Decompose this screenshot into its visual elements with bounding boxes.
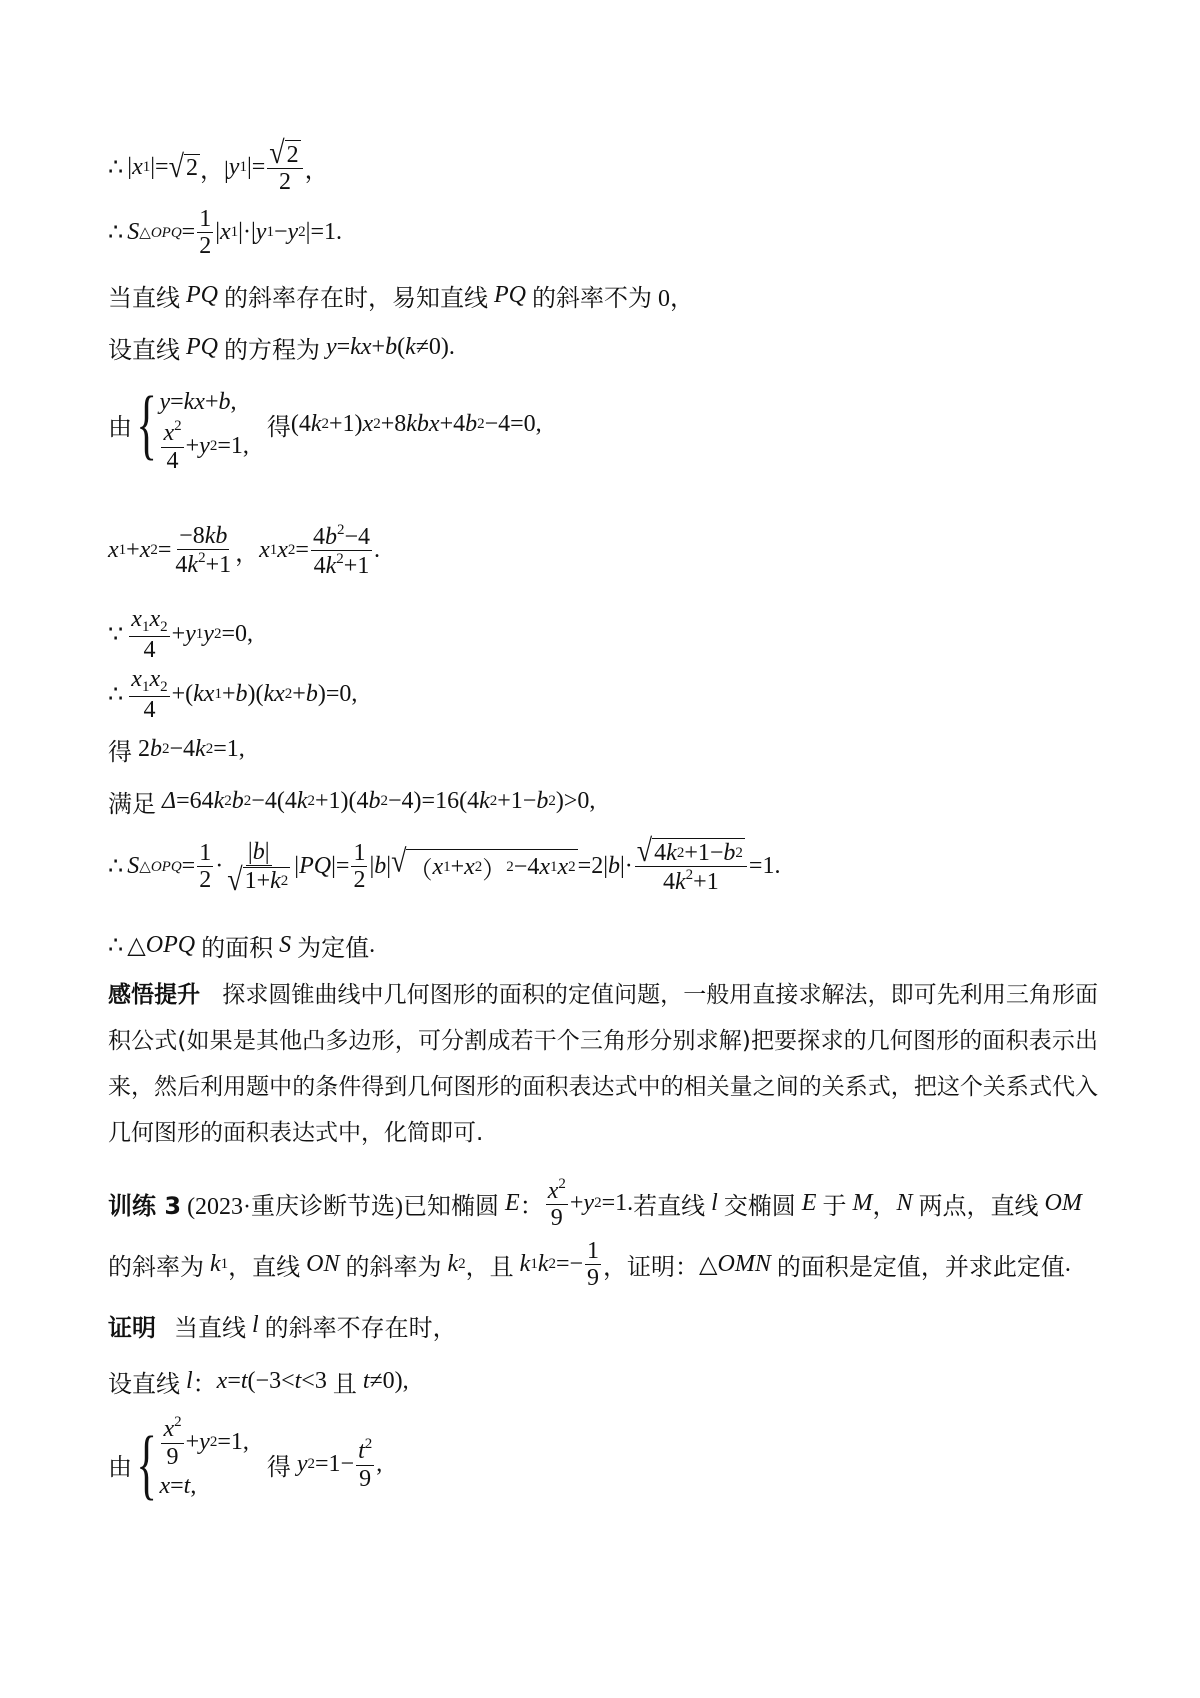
line-relation: 得 2 b 2 −4 k 2 =1, (108, 736, 245, 766)
line-line-equation: 设直线 PQ 的方程为 y = kx + b ( k ≠0). (108, 334, 455, 364)
proof-system: 由 { $\frac{x^2}{9}$ + y 2 =1, x = t , 得 y 2 =1− $\frac{t^2}{9}$ , (108, 1414, 383, 1507)
line-abs-values: ∴ | x 1 |= √ 2 ，| y 1 |= √ 2 2 ， (108, 136, 329, 196)
proof-label: 证明 (108, 1314, 156, 1342)
line-area-slope: ∴ S △OPQ = $\frac{1}{2}$ · |b| √ 1+ k 2 | PQ |= $\frac{1}{2}$ | b | √ （ x 1 + x 2 ） 2 −4 x 1 x 2 =2| b |· √ 4 k 2 +1− b 2 $4k^2+1$ =1. (108, 834, 781, 899)
proof-start: 证明 当直线 l 的斜率不存在时 ， (108, 1308, 457, 1343)
line-system-ellipse: 由 { y = kx + b , $\frac{x^2}{4}$ + y 2 =1, 得 (4 k 2 +1) x 2 +8 kbx +4 b 2 −4=0, (108, 380, 542, 474)
line-conclusion: ∴ △ OPQ 的面积 S 为定值 . (108, 932, 376, 962)
line-vieta: x 1 + x 2 = $\frac{-8kb}{4k^2+1}$ ， x 1 x 2 = $\frac{4b^2-4}{4k^2+1}$ . (108, 522, 381, 580)
training-problem-line1: 训练 3 (2023·重庆诊断节选) 已知椭圆 E ： $\frac{x^2}{9}$ + y 2 =1. 若直线 l 交椭圆 E 于 M ， N 两点，直线 OM (108, 1176, 1082, 1232)
line-discriminant: 满足 Δ =64 k 2 b 2 −4(4 k 2 +1)(4 b 2 −4)=16(4 k 2 +1− b 2 )>0, (108, 788, 596, 818)
proof-line-setup: 设直线 l ： x = t (−3< t <3 且 t ≠0), (108, 1368, 409, 1398)
training-source: (2023·重庆诊断节选) (187, 1192, 404, 1221)
line-area-vertical: ∴ S △OPQ = $\frac{1}{2}$ | x 1 |·| y 1 − y 2 |=1. (108, 206, 342, 260)
insight-text: 探求圆锥曲线中几何图形的面积的定值问题，一般用直接求解法，即可先利用三角形面积公式(如果是其他凸多边形，可分割成若干个三角形分别求解)把要探求的几何图形的面积表示出来，然后利用题中的条件得到几何图形的面积表达式中的相关量之间的关系式，把这个关系式代入几何图形的面积表达式中，化简即可. (108, 982, 1098, 1146)
training-problem-line2: 的斜率为 k 1 ， 直线 ON 的斜率为 k 2 ， 且 k 1 k 2 =− $\frac{1}{9}$ ， 证明： △ OMN 的面积是定值，并求此定值 . (108, 1238, 1071, 1292)
insight-paragraph (108, 972, 1098, 1156)
insight-label: 感悟提升 (108, 982, 201, 1008)
training-label: 训练 3 (108, 1192, 182, 1221)
line-slope-exists: 当直线 PQ 的斜率存在时，易知直线 PQ 的斜率不为 0， (108, 282, 694, 312)
line-because-condition: ∵ $\frac{x_1x_2}{4}$ + y 1 y 2 =0, (108, 606, 253, 663)
line-substitute: ∴ $\frac{x_1x_2}{4}$ +( kx 1 + b )( kx 2 + b )=0, (108, 666, 358, 723)
